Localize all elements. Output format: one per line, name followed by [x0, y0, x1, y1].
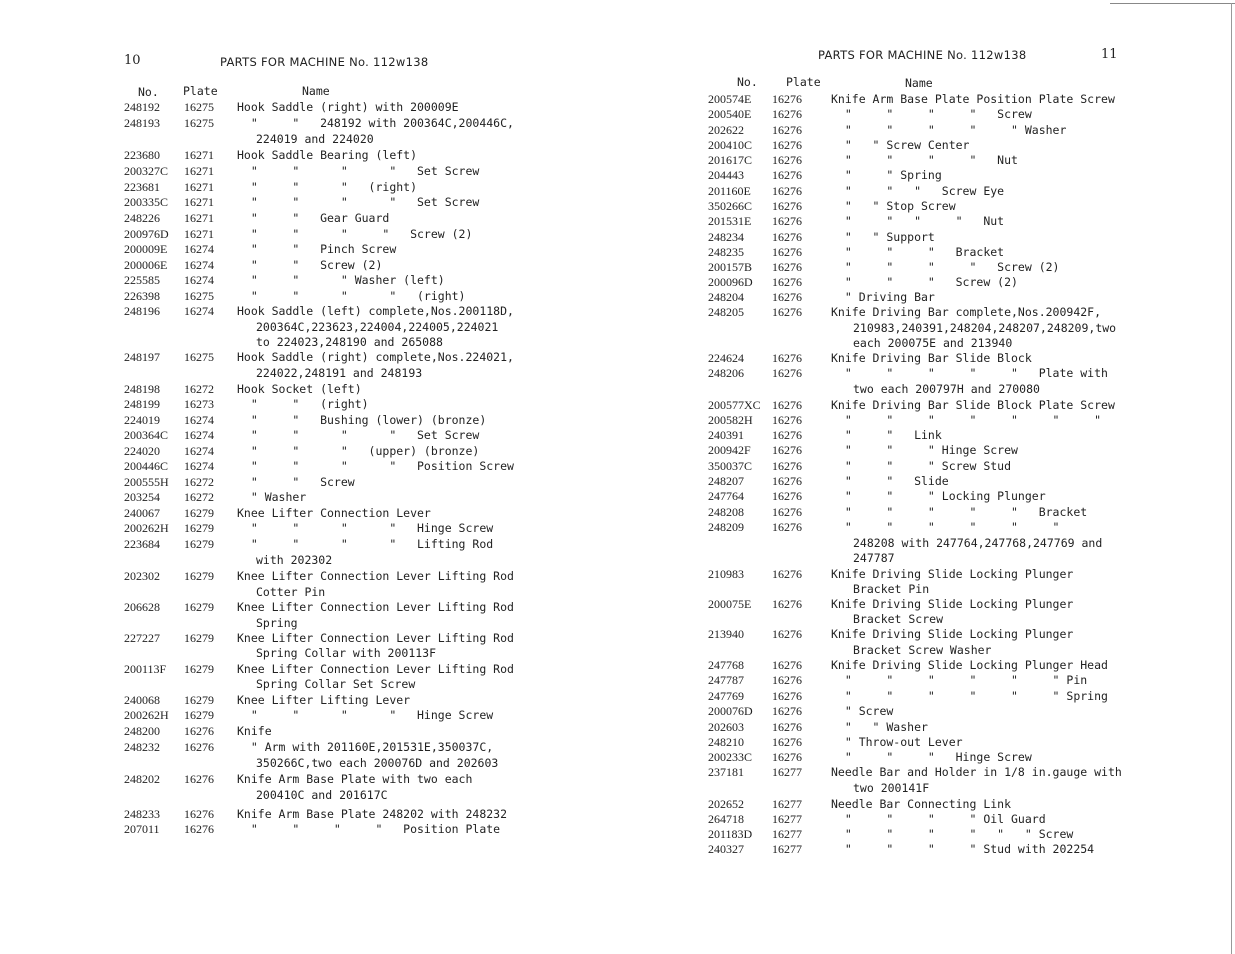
part-name: " " " " Screw	[831, 107, 1032, 121]
part-name: Hook Saddle (left) complete,Nos.200118D,	[237, 304, 514, 318]
part-name: " " Support	[831, 230, 935, 244]
part-name: " " " " Hinge Screw	[237, 708, 494, 722]
part-number: 248200	[124, 724, 160, 738]
plate-number: 16276	[772, 351, 802, 365]
part-number: 200076D	[708, 704, 753, 718]
part-name: " " " " Set Screw	[237, 428, 480, 442]
part-name: Knee Lifter Connection Lever Lifting Rod	[237, 662, 514, 676]
part-number: 223681	[124, 180, 160, 194]
part-number: 210983	[708, 567, 744, 581]
part-number: 264718	[708, 812, 744, 826]
part-name: " " " " " " Screw	[831, 827, 1074, 841]
plate-number: 16276	[772, 290, 802, 304]
plate-number: 16276	[772, 735, 802, 749]
part-number: 200113F	[124, 662, 167, 676]
part-name: " Screw	[831, 704, 894, 718]
plate-number: 16276	[184, 807, 214, 821]
part-number: 223680	[124, 148, 160, 162]
part-number: 248208	[708, 505, 744, 519]
plate-number: 16276	[772, 567, 802, 581]
part-number: 200577XC	[708, 398, 761, 412]
plate-number: 16271	[184, 180, 214, 194]
part-number: 227227	[124, 631, 160, 645]
part-number: 225585	[124, 273, 160, 287]
plate-number: 16279	[184, 537, 214, 551]
part-name: " " " " Hinge Screw	[237, 521, 494, 535]
page-number: 10	[124, 53, 141, 68]
plate-number: 16271	[184, 227, 214, 241]
part-name: Knife Arm Base Plate Position Plate Screw	[831, 92, 1115, 106]
part-name: Needle Bar and Holder in 1/8 in.gauge with	[831, 765, 1122, 779]
part-number: 200446C	[124, 459, 169, 473]
part-name: " Washer	[237, 490, 307, 504]
part-number: 224624	[708, 351, 744, 365]
plate-number: 16276	[772, 413, 802, 427]
plate-number: 16279	[184, 693, 214, 707]
part-number: 201531E	[708, 214, 752, 228]
part-number: 248205	[708, 305, 744, 319]
part-number: 202652	[708, 797, 744, 811]
part-number: 248226	[124, 211, 160, 225]
part-number: 200157B	[708, 260, 753, 274]
part-number: 248210	[708, 735, 744, 749]
part-name: " " Spring	[831, 168, 942, 182]
plate-number: 16276	[772, 153, 802, 167]
part-name-continuation: 350266C,two each 200076D and 202603	[256, 756, 499, 770]
plate-number: 16276	[772, 398, 802, 412]
right-page	[600, 0, 1235, 954]
plate-number: 16279	[184, 708, 214, 722]
part-number: 200582H	[708, 413, 753, 427]
part-name: " " " " " Plate with	[831, 366, 1108, 380]
part-name: Knife Driving Slide Locking Plunger Head	[831, 658, 1108, 672]
part-number: 200410C	[708, 138, 753, 152]
part-number: 200335C	[124, 195, 169, 209]
part-name: " " " " Set Screw	[237, 195, 480, 209]
part-name-continuation: two 200141F	[853, 781, 930, 795]
plate-number: 16276	[772, 92, 802, 106]
plate-number: 16276	[772, 489, 802, 503]
plate-number: 16275	[184, 100, 214, 114]
part-name: " " Screw (2)	[237, 258, 383, 272]
part-name: " " " " Nut	[831, 153, 1018, 167]
part-name-continuation: with 202302	[256, 553, 333, 567]
plate-number: 16274	[184, 242, 214, 256]
part-name: " " " " Screw (2)	[831, 260, 1060, 274]
part-name: " " " " Lifting Rod	[237, 537, 494, 551]
part-name: " " " (right)	[237, 180, 418, 194]
plate-number: 16276	[772, 138, 802, 152]
page-number: 11	[1101, 47, 1118, 62]
part-name: Hook Saddle Bearing (left)	[237, 148, 418, 162]
plate-number: 16279	[184, 600, 214, 614]
part-name: " " " " " " "	[831, 413, 1102, 427]
plate-number: 16276	[772, 520, 802, 534]
column-header-plate: Plate	[786, 75, 821, 89]
part-number: 200540E	[708, 107, 752, 121]
part-name: " " Pinch Screw	[237, 242, 397, 256]
part-number: 240327	[708, 842, 744, 856]
part-name: " " " " " Washer	[831, 123, 1067, 137]
part-name: " " " " " " Pin	[831, 673, 1088, 687]
plate-number: 16276	[772, 443, 802, 457]
part-number: 247787	[708, 673, 744, 687]
plate-number: 16276	[772, 474, 802, 488]
part-number: 200262H	[124, 708, 169, 722]
part-number: 240391	[708, 428, 744, 442]
part-number: 223684	[124, 537, 160, 551]
part-name: Knife	[237, 724, 272, 738]
part-number: 200327C	[124, 164, 169, 178]
part-name: " " " " " Bracket	[831, 505, 1088, 519]
part-name: Needle Bar Connecting Link	[831, 797, 1012, 811]
plate-number: 16276	[772, 428, 802, 442]
part-name-continuation: 224022,248191 and 248193	[256, 366, 423, 380]
part-number: 202622	[708, 123, 744, 137]
part-name: " " " Hinge Screw	[831, 443, 1018, 457]
plate-number: 16271	[184, 164, 214, 178]
plate-number: 16271	[184, 148, 214, 162]
part-number: 204443	[708, 168, 744, 182]
part-number: 248192	[124, 100, 160, 114]
part-name: Knee Lifter Connection Lever Lifting Rod	[237, 600, 514, 614]
plate-number: 16276	[184, 772, 214, 786]
part-number: 248206	[708, 366, 744, 380]
plate-number: 16272	[184, 475, 214, 489]
part-name-continuation: 200364C,223623,224004,224005,224021	[256, 320, 499, 334]
part-number: 240067	[124, 506, 160, 520]
part-name: Knife Driving Bar Slide Block	[831, 351, 1032, 365]
part-name: " " " (upper) (bronze)	[237, 444, 480, 458]
part-number: 200009E	[124, 242, 168, 256]
column-header-no: No.	[737, 75, 758, 89]
part-name: " " " Washer (left)	[237, 273, 445, 287]
plate-number: 16274	[184, 459, 214, 473]
plate-number: 16276	[772, 305, 802, 319]
part-name: " " Screw Center	[831, 138, 970, 152]
plate-number: 16276	[772, 168, 802, 182]
part-number: 237181	[708, 765, 744, 779]
part-name-continuation: to 224023,248190 and 265088	[256, 335, 443, 349]
column-header-name: Name	[302, 84, 330, 98]
plate-number: 16276	[772, 750, 802, 764]
plate-number: 16276	[772, 230, 802, 244]
plate-number: 16273	[184, 397, 214, 411]
part-name: Knee Lifter Connection Lever Lifting Rod	[237, 631, 514, 645]
part-name: Knee Lifter Connection Lever	[237, 506, 431, 520]
plate-number: 16274	[184, 413, 214, 427]
plate-number: 16272	[184, 382, 214, 396]
part-name: " " (right)	[237, 397, 369, 411]
plate-number: 16274	[184, 273, 214, 287]
column-header-name: Name	[905, 76, 933, 90]
plate-number: 16279	[184, 631, 214, 645]
part-name: " " " Screw Eye	[831, 184, 1005, 198]
plate-number: 16277	[772, 827, 802, 841]
part-number: 248199	[124, 397, 160, 411]
part-number: 248232	[124, 740, 160, 754]
part-number: 248209	[708, 520, 744, 534]
part-name: " " " " Stud with 202254	[831, 842, 1095, 856]
plate-number: 16276	[772, 260, 802, 274]
part-name: " " " " Set Screw	[237, 164, 480, 178]
part-number: 247769	[708, 689, 744, 703]
part-number: 203254	[124, 490, 160, 504]
part-name: Knife Driving Slide Locking Plunger	[831, 597, 1074, 611]
part-name: Knife Arm Base Plate with two each	[237, 772, 473, 786]
part-name-continuation: 210983,240391,248204,248207,248209,two	[853, 321, 1117, 335]
plate-number: 16277	[772, 842, 802, 856]
left-page	[0, 0, 600, 954]
part-number: 224020	[124, 444, 160, 458]
part-name: " " Slide	[831, 474, 949, 488]
plate-number: 16277	[772, 765, 802, 779]
part-name: " " Bushing (lower) (bronze)	[237, 413, 487, 427]
plate-number: 16276	[772, 505, 802, 519]
page-header: PARTS FOR MACHINE No. 112w138	[818, 48, 1027, 62]
part-name: " Throw-out Lever	[831, 735, 963, 749]
part-name-continuation: Bracket Screw Washer	[853, 643, 992, 657]
plate-number: 16275	[184, 289, 214, 303]
part-number: 200574E	[708, 92, 752, 106]
part-name-continuation: Spring	[256, 616, 298, 630]
plate-number: 16279	[184, 521, 214, 535]
part-number: 200006E	[124, 258, 168, 272]
part-name: " " " " (right)	[237, 289, 466, 303]
part-name: Knife Driving Slide Locking Plunger	[831, 627, 1074, 641]
part-name-continuation: each 200075E and 213940	[853, 336, 1013, 350]
part-name-continuation: 248208 with 247764,247768,247769 and	[853, 536, 1103, 550]
part-number: 224019	[124, 413, 160, 427]
part-name: " " " Hinge Screw	[831, 750, 1032, 764]
plate-number: 16275	[184, 116, 214, 130]
plate-number: 16276	[772, 627, 802, 641]
part-number: 202302	[124, 569, 160, 583]
part-name-continuation: 200410C and 201617C	[256, 788, 388, 802]
part-number: 248207	[708, 474, 744, 488]
plate-number: 16276	[772, 107, 802, 121]
part-number: 350266C	[708, 199, 753, 213]
part-name-continuation: two each 200797H and 270080	[853, 382, 1040, 396]
part-name: Knee Lifter Connection Lever Lifting Rod	[237, 569, 514, 583]
plate-number: 16276	[772, 689, 802, 703]
plate-number: 16276	[772, 720, 802, 734]
plate-number: 16274	[184, 444, 214, 458]
plate-number: 16276	[772, 199, 802, 213]
part-name: " " Stop Screw	[831, 199, 956, 213]
part-number: 247768	[708, 658, 744, 672]
part-number: 207011	[124, 822, 160, 836]
part-name: Knife Driving Bar Slide Block Plate Screw	[831, 398, 1115, 412]
part-name: Knife Driving Bar complete,Nos.200942F,	[831, 305, 1102, 319]
plate-number: 16276	[772, 366, 802, 380]
part-name-continuation: Spring Collar with 200113F	[256, 646, 437, 660]
plate-number: 16276	[772, 459, 802, 473]
part-name: " " " " Position Plate	[237, 822, 501, 836]
column-header-plate: Plate	[183, 84, 218, 98]
plate-number: 16276	[772, 214, 802, 228]
part-name-continuation: Spring Collar Set Screw	[256, 677, 416, 691]
part-number: 248204	[708, 290, 744, 304]
part-number: 248235	[708, 245, 744, 259]
part-name-continuation: 224019 and 224020	[256, 132, 374, 146]
part-number: 248198	[124, 382, 160, 396]
plate-number: 16276	[772, 704, 802, 718]
plate-number: 16276	[184, 740, 214, 754]
plate-number: 16274	[184, 428, 214, 442]
part-name: " " " Locking Plunger	[831, 489, 1046, 503]
plate-number: 16276	[184, 822, 214, 836]
part-number: 248196	[124, 304, 160, 318]
part-number: 200233C	[708, 750, 753, 764]
part-name: " " Washer	[831, 720, 928, 734]
part-name: " " " " " "	[831, 520, 1060, 534]
part-number: 200942F	[708, 443, 751, 457]
part-number: 202603	[708, 720, 744, 734]
page-header: PARTS FOR MACHINE No. 112w138	[220, 55, 429, 69]
part-name: " " " Screw Stud	[831, 459, 1012, 473]
part-number: 248193	[124, 116, 160, 130]
part-number: 200075E	[708, 597, 752, 611]
part-number: 213940	[708, 627, 744, 641]
part-name: " Arm with 201160E,201531E,350037C,	[237, 740, 494, 754]
part-name: " " " " Nut	[831, 214, 1005, 228]
plate-number: 16271	[184, 211, 214, 225]
plate-number: 16277	[772, 797, 802, 811]
part-name: " Driving Bar	[831, 290, 935, 304]
part-name-continuation: Cotter Pin	[256, 585, 326, 599]
plate-number: 16279	[184, 662, 214, 676]
part-number: 201183D	[708, 827, 753, 841]
part-number: 248197	[124, 350, 160, 364]
plate-number: 16271	[184, 195, 214, 209]
part-number: 248202	[124, 772, 160, 786]
plate-number: 16276	[772, 275, 802, 289]
plate-number: 16274	[184, 258, 214, 272]
part-name: Knife Driving Slide Locking Plunger	[831, 567, 1074, 581]
part-number: 200555H	[124, 475, 169, 489]
part-name: " " " " Screw (2)	[237, 227, 473, 241]
plate-number: 16279	[184, 569, 214, 583]
part-name: Knife Arm Base Plate 248202 with 248232	[237, 807, 508, 821]
part-number: 226398	[124, 289, 160, 303]
plate-number: 16276	[772, 597, 802, 611]
part-name: " " " " Position Screw	[237, 459, 514, 473]
part-number: 248233	[124, 807, 160, 821]
part-name: " " " " Oil Guard	[831, 812, 1046, 826]
part-name: Hook Socket (left)	[237, 382, 362, 396]
plate-number: 16276	[772, 123, 802, 137]
part-name: " " " Bracket	[831, 245, 1005, 259]
part-name: " " 248192 with 200364C,200446C,	[237, 116, 514, 130]
part-number: 206628	[124, 600, 160, 614]
plate-number: 16274	[184, 304, 214, 318]
part-name: Hook Saddle (right) complete,Nos.224021,	[237, 350, 514, 364]
part-number: 248234	[708, 230, 744, 244]
part-number: 201617C	[708, 153, 753, 167]
plate-number: 16275	[184, 350, 214, 364]
plate-number: 16276	[772, 184, 802, 198]
part-name: " " Screw	[237, 475, 355, 489]
plate-number: 16276	[772, 673, 802, 687]
part-name: Hook Saddle (right) with 200009E	[237, 100, 459, 114]
plate-number: 16276	[772, 658, 802, 672]
part-number: 201160E	[708, 184, 751, 198]
plate-number: 16277	[772, 812, 802, 826]
part-number: 247764	[708, 489, 744, 503]
part-name: Knee Lifter Lifting Lever	[237, 693, 411, 707]
part-number: 350037C	[708, 459, 753, 473]
plate-number: 16276	[184, 724, 214, 738]
part-number: 240068	[124, 693, 160, 707]
part-number: 200364C	[124, 428, 169, 442]
part-name-continuation: Bracket Screw	[853, 612, 944, 626]
part-name: " " " Screw (2)	[831, 275, 1018, 289]
part-name-continuation: Bracket Pin	[853, 582, 930, 596]
plate-number: 16279	[184, 506, 214, 520]
part-name: " " Gear Guard	[237, 211, 390, 225]
part-name-continuation: 247787	[853, 551, 895, 565]
part-number: 200096D	[708, 275, 753, 289]
part-number: 200262H	[124, 521, 169, 535]
plate-number: 16272	[184, 490, 214, 504]
part-number: 200976D	[124, 227, 169, 241]
part-name: " " Link	[831, 428, 942, 442]
plate-number: 16276	[772, 245, 802, 259]
part-name: " " " " " " Spring	[831, 689, 1108, 703]
column-header-no: No.	[138, 85, 159, 99]
